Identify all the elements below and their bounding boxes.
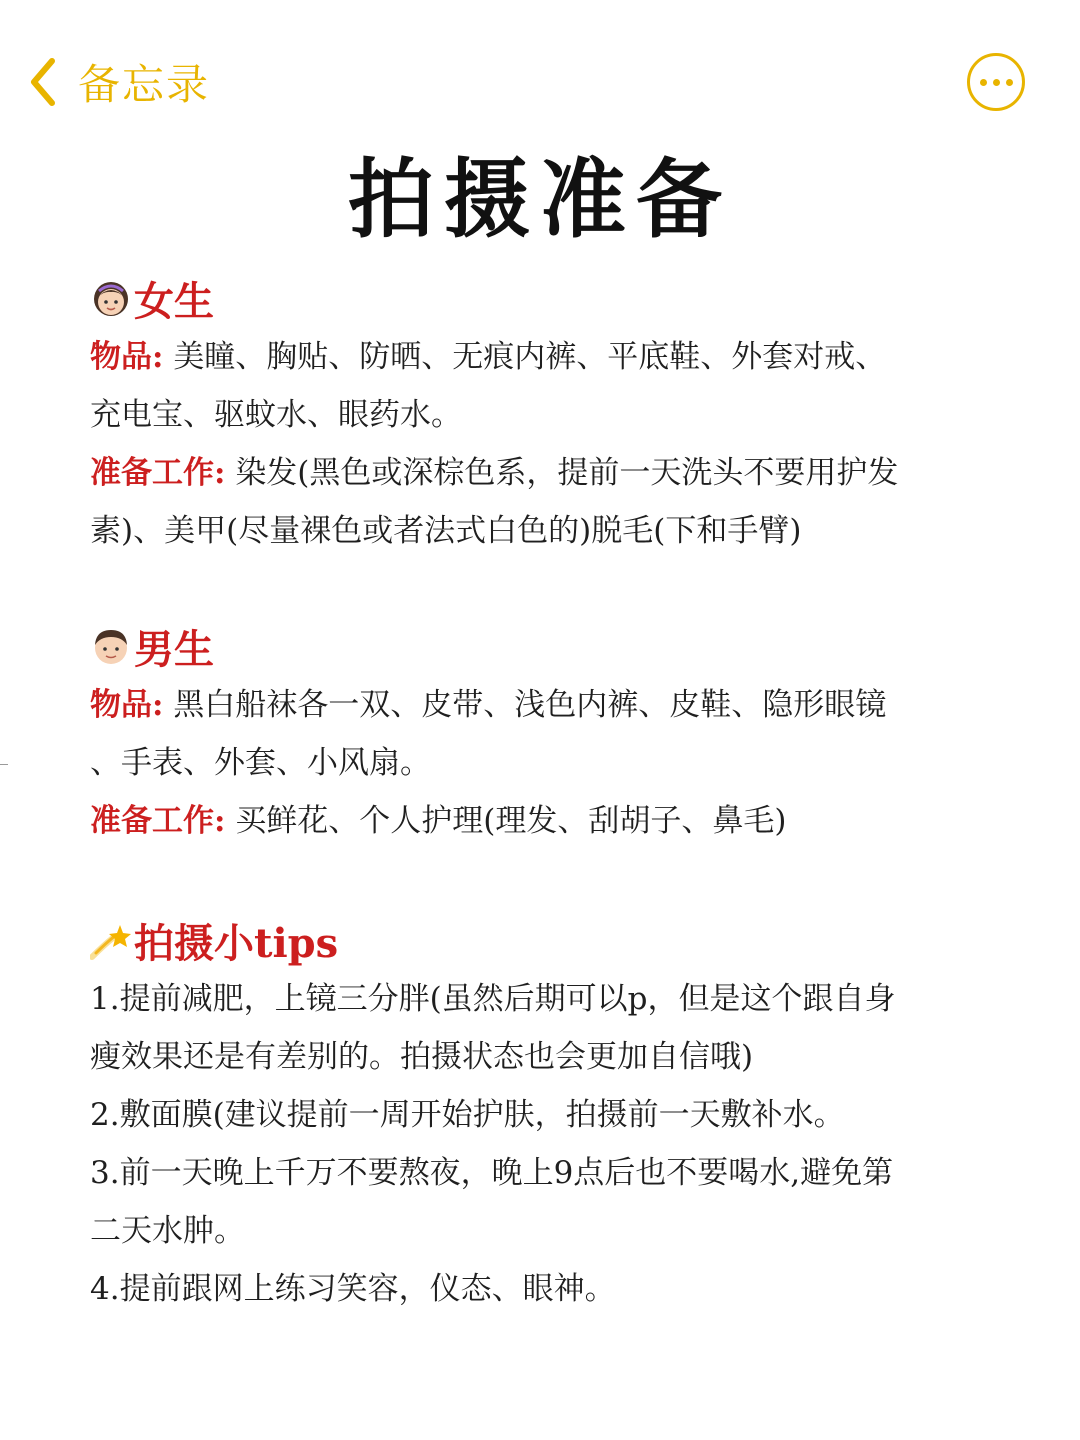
male-items-text: 黑白船袜各一双、皮带、浅色内裤、皮鞋、隐形眼镜 <box>173 687 887 723</box>
male-heading-text: 男生 <box>134 625 214 673</box>
female-items-text: 美瞳、胸贴、防晒、无痕内裤、平底鞋、外套对戒、 <box>173 339 887 375</box>
female-prep-text: 染发(黑色或深棕色系，提前一天洗头不要用护发 <box>235 455 899 491</box>
male-prep-label: 准备工作: <box>90 803 226 839</box>
note-body[interactable] <box>90 268 1000 1318</box>
tips-heading-text: 拍摄小tips <box>134 919 339 967</box>
tip-line: 4.提前跟网上练习笑容，仪态、眼神。 <box>90 1271 616 1307</box>
female-prep-line <box>90 444 1000 502</box>
more-icon <box>980 79 987 86</box>
tip-line: 1.提前减肥，上镜三分胖(虽然后期可以p，但是这个跟自身 <box>90 981 896 1017</box>
tips-section-heading <box>90 910 1000 970</box>
tip-line: 二天水肿。 <box>90 1213 245 1249</box>
male-items-label: 物品: <box>90 687 164 723</box>
more-icon-dot <box>993 79 1000 86</box>
chevron-left-icon <box>28 57 58 107</box>
shooting-star-icon <box>90 919 132 961</box>
tip-line: 瘦效果还是有差别的。拍摄状态也会更加自信哦) <box>90 1039 754 1075</box>
more-icon-dot <box>1006 79 1013 86</box>
female-items-label: 物品: <box>90 339 164 375</box>
tip-line: 2.敷面膜(建议提前一周开始护肤，拍摄前一天敷补水。 <box>90 1097 845 1133</box>
girl-emoji-icon <box>90 277 132 319</box>
spacer <box>90 560 1000 616</box>
note-title: 拍摄准备 <box>348 149 732 250</box>
female-prep-label: 准备工作: <box>90 455 226 491</box>
female-prep-line-2: 素)、美甲(尽量裸色或者法式白色的)脱毛(下和手臂) <box>90 513 802 549</box>
male-section-heading <box>90 616 1000 676</box>
tip-line: 3.前一天晚上千万不要熬夜，晚上9点后也不要喝水,避免第 <box>90 1155 894 1191</box>
boy-emoji-icon <box>90 625 132 667</box>
male-items-line-2: 、手表、外套、小风扇。 <box>90 745 431 781</box>
nav-bar <box>0 48 1080 118</box>
female-items-line-2: 充电宝、驱蚊水、眼药水。 <box>90 397 462 433</box>
female-section-heading <box>90 268 1000 328</box>
back-button[interactable] <box>28 52 210 112</box>
male-prep-text: 买鲜花、个人护理(理发、刮胡子、鼻毛) <box>235 803 787 839</box>
edge-divider <box>0 764 8 765</box>
male-items-line <box>90 676 1000 734</box>
back-label: 备忘录 <box>78 60 211 109</box>
male-prep-line <box>90 792 1000 850</box>
female-heading-text: 女生 <box>134 277 214 325</box>
more-button[interactable] <box>967 53 1025 111</box>
spacer <box>90 850 1000 910</box>
female-items-line <box>90 328 1000 386</box>
